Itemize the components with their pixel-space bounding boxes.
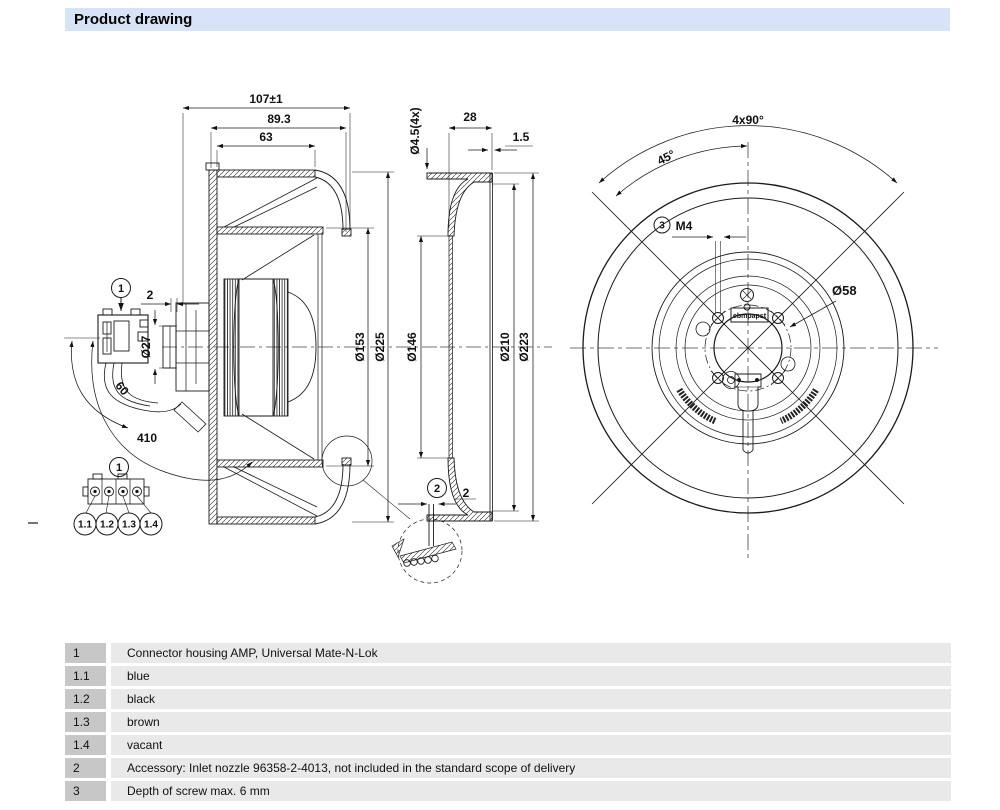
- motor-section: [163, 279, 316, 432]
- row-text: brown: [111, 712, 951, 732]
- pin-label-1: 1.1: [78, 519, 92, 531]
- dim-depth-impeller: 63: [259, 130, 273, 144]
- row-text: Accessory: Inlet nozzle 96358-2-4013, not included in the standard scope of delivery: [111, 758, 951, 778]
- row-text: black: [111, 689, 951, 709]
- dim-cable-long: 410: [136, 431, 158, 445]
- brand-logo: ebmpapst: [732, 313, 767, 320]
- table-row: [65, 735, 951, 755]
- balance-nipple: [741, 289, 754, 311]
- row-text: vacant: [111, 735, 951, 755]
- dim-bolt-circle: Ø58: [832, 283, 857, 298]
- side-section-view: [64, 92, 441, 524]
- dim-outer-diameter: Ø225: [373, 332, 387, 362]
- dim-angle-pattern: 4x90°: [732, 113, 764, 127]
- pin-label-4: 1.4: [144, 519, 158, 531]
- table-row: [65, 781, 951, 801]
- row-id: 1.2: [65, 689, 106, 709]
- secondary-holes: [696, 322, 795, 389]
- row-id: 1.1: [65, 666, 106, 686]
- table-row: [65, 643, 951, 663]
- dim-nozzle-inner: Ø146: [405, 332, 419, 362]
- dim-gap: 2: [146, 288, 154, 302]
- row-id: 1: [65, 643, 106, 663]
- row-text: Connector housing AMP, Universal Mate-N-Lok: [111, 643, 951, 663]
- dim-depth-total: 107±1: [249, 92, 283, 106]
- dim-nozzle-width: 28: [463, 110, 477, 124]
- label-band-right: [781, 390, 816, 421]
- callout-connector-number: 1: [117, 283, 125, 295]
- inlet-nozzle-section-view: [392, 107, 552, 583]
- table-row: [65, 666, 951, 686]
- pin-label-3: 1.3: [122, 519, 136, 531]
- dim-edge: 2: [462, 486, 470, 500]
- row-id: 1.3: [65, 712, 106, 732]
- dim-nozzle-outer: Ø223: [517, 332, 531, 362]
- label-band-left: [679, 389, 715, 421]
- row-text: blue: [111, 666, 951, 686]
- row-id: 2: [65, 758, 106, 778]
- dim-cable-short: 60: [112, 378, 132, 399]
- row-id: 1.4: [65, 735, 106, 755]
- row-id: 3: [65, 781, 106, 801]
- page-title: Product drawing: [74, 11, 193, 28]
- connector-pinout-detail: [28, 458, 162, 536]
- cable-exit: [735, 374, 761, 453]
- callout-screw-number: 3: [659, 220, 665, 232]
- pin-label-2: 1.2: [100, 519, 114, 531]
- table-row: [65, 712, 951, 732]
- connector-assembly: [98, 309, 181, 412]
- table-row: [65, 758, 951, 778]
- dim-shaft-diameter: Ø27: [139, 335, 153, 359]
- table-row: [65, 689, 951, 709]
- dim-plate-thickness: 1.5: [512, 130, 530, 144]
- dim-depth-housing: 89.3: [267, 112, 291, 126]
- callout-nozzle-number: 2: [433, 483, 441, 495]
- legend-table: [65, 643, 951, 804]
- dim-inlet-ring-diameter: Ø153: [353, 332, 367, 362]
- pinout-callout-number: 1: [115, 462, 123, 474]
- dim-mount-holes: Ø4.5(4x): [408, 107, 422, 155]
- dim-angle-half: 45°: [654, 147, 678, 168]
- dim-thread: M4: [675, 219, 693, 233]
- row-text: Depth of screw max. 6 mm: [111, 781, 951, 801]
- front-view: [570, 113, 938, 562]
- dim-nozzle-bolt-circle: Ø210: [498, 332, 512, 362]
